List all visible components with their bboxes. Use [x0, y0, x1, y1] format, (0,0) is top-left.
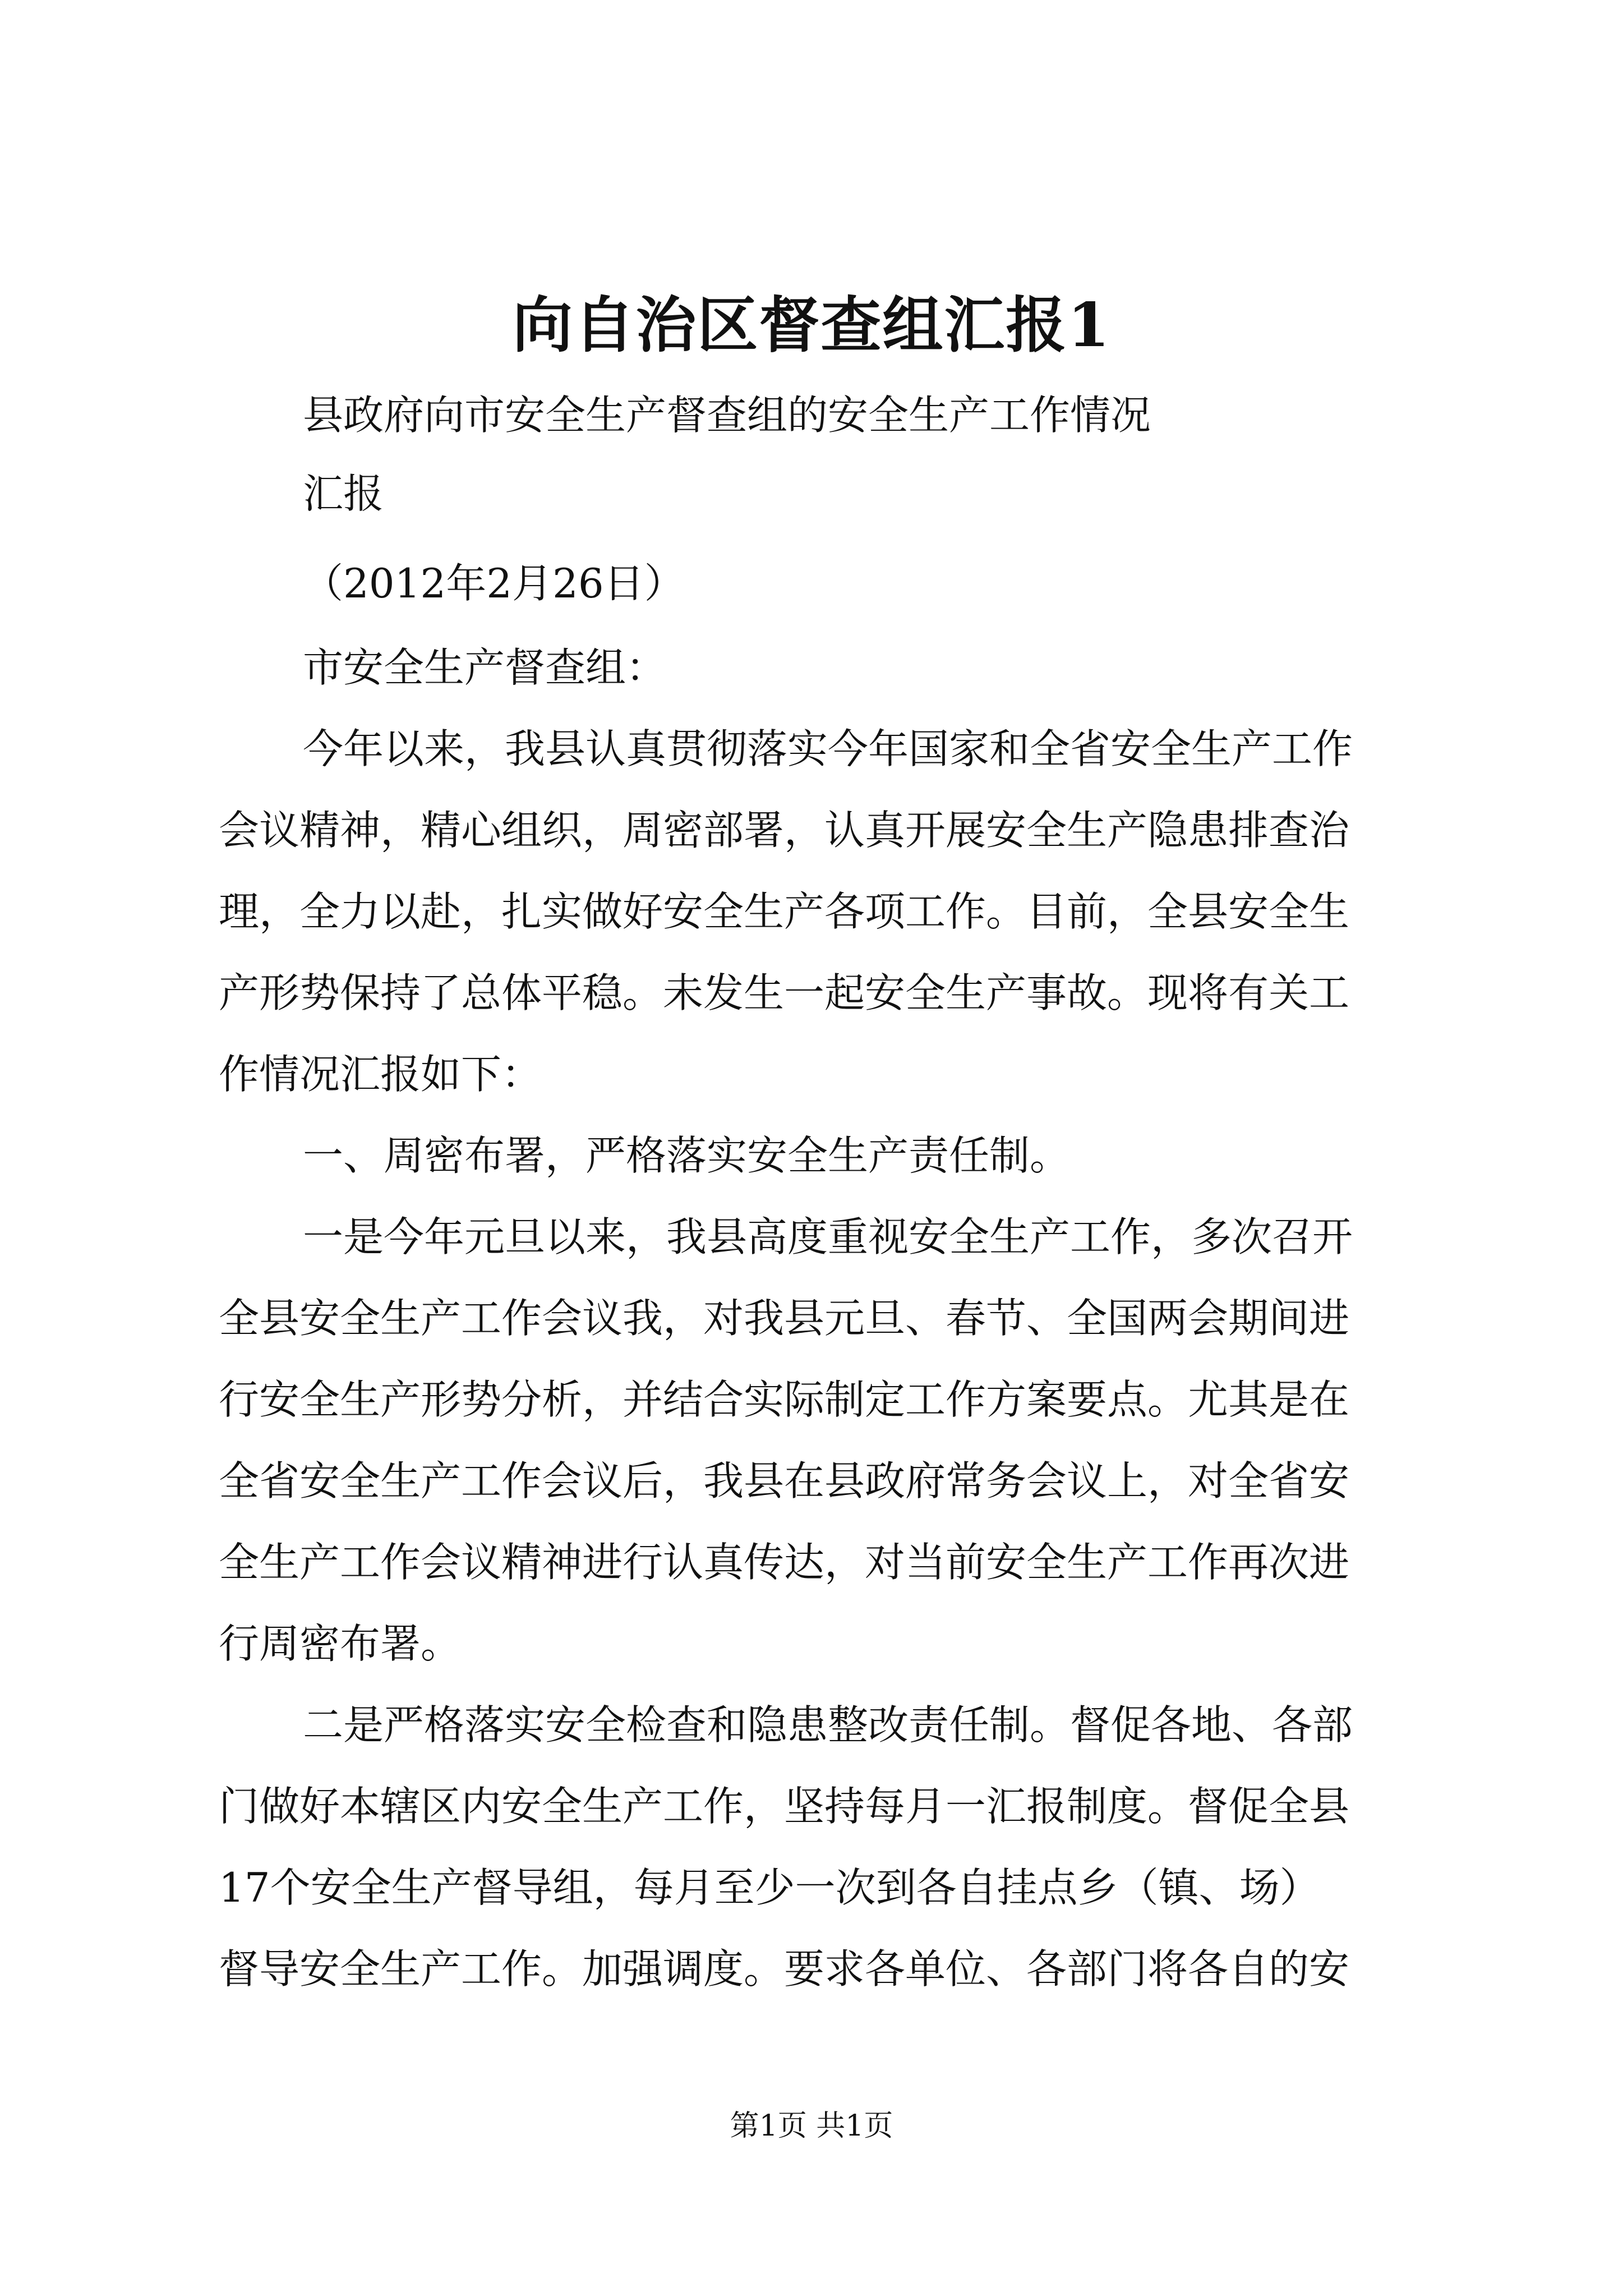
body-line: 全省安全生产工作会议后，我县在县政府常务会议上，对全省安 — [219, 1457, 1350, 1504]
body-line: 一是今年元旦以来，我县高度重视安全生产工作，多次召开 — [303, 1213, 1353, 1260]
body-line: 督导安全生产工作。加强调度。要求各单位、各部门将各自的安 — [219, 1945, 1350, 1993]
body-line: 二是严格落实安全检查和隐患整改责任制。督促各地、各部 — [303, 1701, 1353, 1749]
body-line: 今年以来，我县认真贯彻落实今年国家和全省安全生产工作 — [303, 725, 1353, 772]
page-footer: 第1页 共1页 — [730, 2109, 893, 2143]
section-heading: 一、周密布署，严格落实安全生产责任制。 — [303, 1132, 1071, 1179]
body-line: 理，全力以赴，扎实做好安全生产各项工作。目前，全县安全生 — [219, 888, 1350, 935]
body-line: 会议精神，精心组织，周密部署，认真开展安全生产隐患排查治 — [219, 807, 1350, 854]
body-line: 行安全生产形势分析，并结合实际制定工作方案要点。尤其是在 — [219, 1376, 1350, 1423]
body-line: 作情况汇报如下： — [219, 1051, 542, 1098]
date-line: （2012年2月26日） — [303, 560, 685, 607]
document-title: 向自治区督查组汇报1 — [512, 290, 1111, 361]
body-line: 产形势保持了总体平稳。未发生一起安全生产事故。现将有关工 — [219, 969, 1350, 1016]
body-line: 全县安全生产工作会议我，对我县元旦、春节、全国两会期间进 — [219, 1295, 1350, 1342]
salutation: 市安全生产督查组： — [303, 644, 667, 691]
body-line: 17个安全生产督导组，每月至少一次到各自挂点乡（镇、场） — [219, 1864, 1320, 1911]
body-line: 门做好本辖区内安全生产工作，坚持每月一汇报制度。督促全县 — [219, 1783, 1350, 1830]
subtitle-line: 县政府向市安全生产督查组的安全生产工作情况 — [303, 392, 1151, 439]
subtitle-line: 汇报 — [303, 470, 384, 517]
body-line: 全生产工作会议精神进行认真传达，对当前安全生产工作再次进 — [219, 1539, 1350, 1586]
body-line: 行周密布署。 — [219, 1620, 462, 1667]
